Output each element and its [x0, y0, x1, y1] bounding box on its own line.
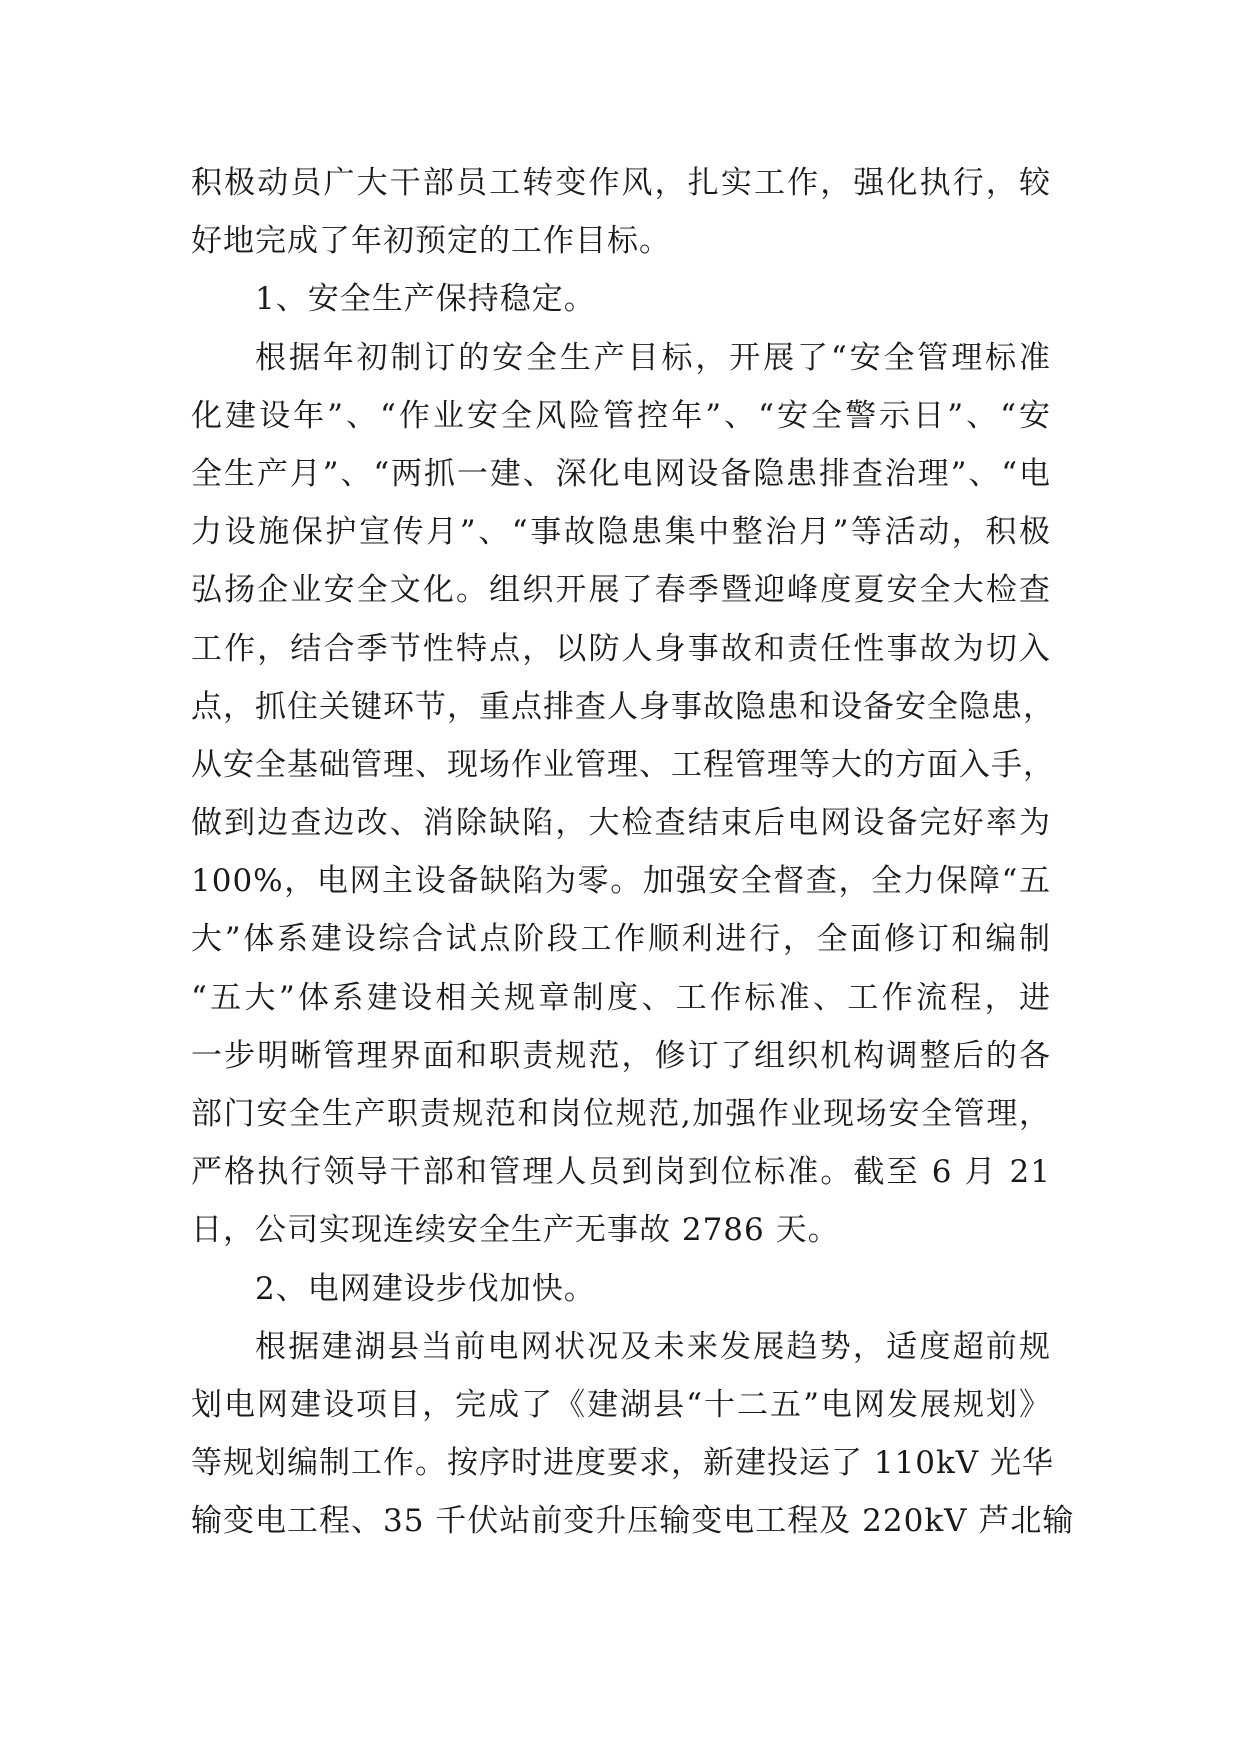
text-line: 力设施保护宣传月”、“事故隐患集中整治月”等活动，积极 [191, 514, 1051, 551]
text-line: 根据建湖县当前电网状况及未来发展趋势，适度超前规 [255, 1328, 1051, 1365]
text-line: 部门安全生产职责规范和岗位规范,加强作业现场安全管理， [191, 1096, 1051, 1132]
text-line: 点，抓住关键环节，重点排查人身事故隐患和设备安全隐患， [191, 688, 1055, 725]
text-line: 输变电工程、35 千伏站前变升压输变电工程及 220kV 芦北输 [191, 1503, 1075, 1540]
text-line: 积极动员广大干部员工转变作风，扎实工作，强化执行，较 [191, 165, 1051, 201]
text-line: 1、安全生产保持稳定。 [255, 281, 596, 318]
text-line: 根据年初制订的安全生产目标，开展了“安全管理标准 [255, 339, 1051, 376]
text-line: 全生产月”、“两抓一建、深化电网设备隐患排查治理”、“电 [191, 455, 1051, 492]
text-line: 好地完成了年初预定的工作目标。 [191, 223, 671, 260]
text-line: 做到边查边改、消除缺陷，大检查结束后电网设备完好率为 [191, 805, 1051, 842]
text-line: 工作，结合季节性特点，以防人身事故和责任性事故为切入 [191, 630, 1051, 667]
text-line: 严格执行领导干部和管理人员到岗到位标准。截至 6 月 21 [191, 1154, 1051, 1191]
text-line: 大”体系建设综合试点阶段工作顺利进行，全面修订和编制 [191, 921, 1051, 958]
text-line: 100%，电网主设备缺陷为零。加强安全督查，全力保障“五 [191, 863, 1051, 900]
text-line: 一步明晰管理界面和职责规范，修订了组织机构调整后的各 [191, 1037, 1051, 1074]
text-line: 划电网建设项目，完成了《建湖县“十二五”电网发展规划》 [191, 1386, 1051, 1423]
text-line: 从安全基础管理、现场作业管理、工程管理等大的方面入手， [191, 746, 1055, 783]
text-line: “五大”体系建设相关规章制度、工作标准、工作流程，进 [191, 979, 1051, 1016]
text-line: 等规划编制工作。按序时进度要求，新建投运了 110kV 光华 [191, 1445, 1055, 1482]
text-line: 2、电网建设步伐加快。 [255, 1270, 596, 1307]
text-line: 日，公司实现连续安全生产无事故 2786 天。 [191, 1212, 840, 1249]
text-line: 弘扬企业安全文化。组织开展了春季暨迎峰度夏安全大检查 [191, 572, 1051, 609]
document-body [191, 154, 1075, 1551]
text-line: 化建设年”、“作业安全风险管控年”、“安全警示日”、“安 [191, 397, 1051, 434]
